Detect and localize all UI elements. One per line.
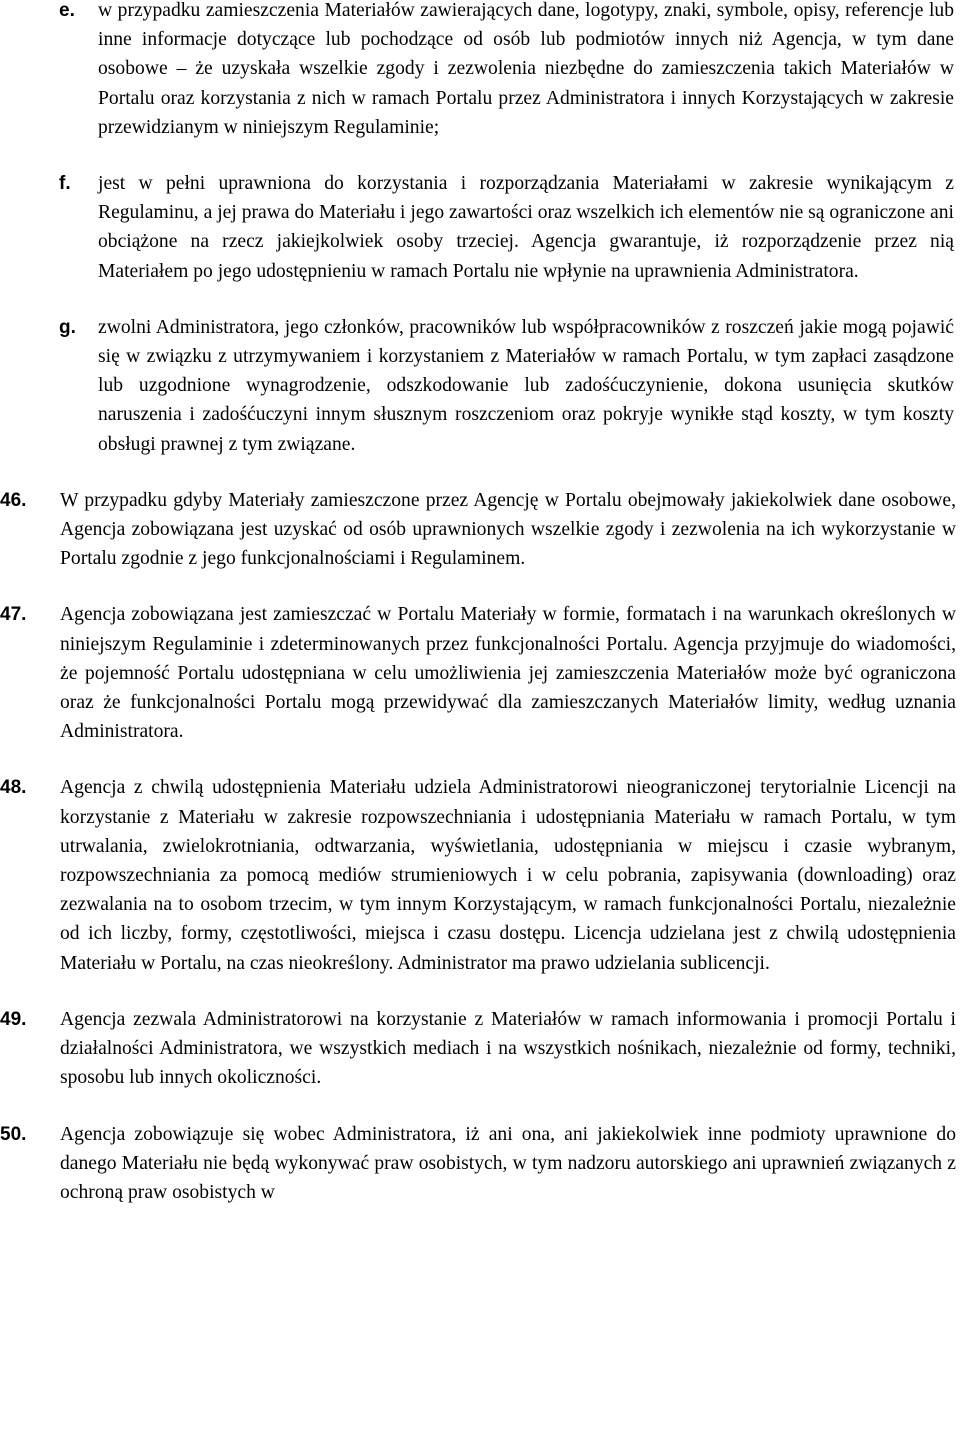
section-text: Agencja zobowiązuje się wobec Administratora, iż ani ona, ani jakiekolwiek inne podmioty uprawnione do danego Materiału nie będą wykonywać praw osobistych, w tym nadzoru autorskiego ani uprawnień związanych z ochroną praw osobistych w (60, 1123, 956, 1203)
section-text: Agencja zobowiązana jest zamieszczać w Portalu Materiały w formie, formatach i na warunkach określonych w niniejszym Regulaminie i zdeterminowanych przez funkcjonalności Portalu. Agencja przyjmuje do wiadomości, że pojemność Portalu udostępniana w celu umożliwienia jej zamieszczenia Materiałów może być ograniczona oraz że funkcjonalności Portalu mogą przewidywać dla zamieszczanych Materiałów limity, według uznania Administratora. (60, 604, 956, 743)
list-item-e (0, 0, 960, 142)
paragraph-spacer (0, 746, 960, 773)
paragraph-spacer (0, 978, 960, 1005)
section-text: Agencja z chwilą udostępnienia Materiału udziela Administratorowi nieograniczonej terytorialnie Licencji na korzystanie z Materiału w zakresie rozpowszechniania i udostępniania Materiału w ramach Portalu, w tym utrwalania, zwielokrotniania, odtwarzania, wyświetlania, udostępniania w miejscu i czasie wybranym, rozpowszechniania za pomocą mediów strumieniowych i w celu pobrania, zapisywania (downloading) oraz zezwalania na to osobom trzecim, w tym innym Korzystającym, w ramach funkcjonalności Portalu, niezależnie od ich liczby, formy, częstotliwości, miejsca i czasu dostępu. Licencja udzielana jest z chwilą udostępnienia Materiału w Portalu, na czas nieokreślony. Administrator ma prawo udzielania sublicencji. (60, 777, 956, 974)
list-item-f (0, 169, 960, 286)
section-number: 48. (0, 777, 27, 799)
section-46 (0, 486, 960, 574)
paragraph-spacer (0, 573, 960, 600)
section-text: Agencja zezwala Administratorowi na korzystanie z Materiałów w ramach informowania i promocji Portalu i działalności Administratora, we wszystkich mediach i na wszystkich nośnikach, niezależnie od formy, techniki, sposobu lub innych okoliczności. (60, 1008, 956, 1089)
paragraph-spacer (0, 286, 960, 313)
paragraph-spacer (0, 1093, 960, 1120)
list-item-g (0, 313, 960, 459)
list-item-text: w przypadku zamieszczenia Materiałów zawierających dane, logotypy, znaki, symbole, opisy, referencje lub inne informacje dotyczące lub pochodzące od osób lub podmiotów innych niż Agencja, w tym dane osobowe – że uzyskała wszelkie zgody i zezwolenia niezbędne do zamieszczenia takich Materiałów w Portalu oraz korzystania z nich w ramach Portalu przez Administratora i innych Korzystających w zakresie przewidzianym w niniejszym Regulaminie; (98, 0, 954, 138)
section-50 (0, 1120, 960, 1208)
section-47 (0, 600, 960, 746)
paragraph-spacer (0, 459, 960, 486)
list-marker: e. (59, 0, 75, 21)
list-item-text: jest w pełni uprawniona do korzystania i rozporządzania Materiałami w zakresie wynikającym z Regulaminu, a jej prawa do Materiału i jego zawartości oraz wszelkich ich elementów nie są ograniczone ani obciążone na rzecz jakiejkolwiek osoby trzeciej. Agencja gwarantuje, iż rozporządzenie przez nią Materiałem po jego udostępnieniu w ramach Portalu nie wpłynie na uprawnienia Administratora. (98, 173, 954, 282)
list-marker: g. (59, 316, 76, 338)
section-number: 47. (0, 604, 27, 626)
section-number: 50. (0, 1123, 27, 1145)
section-48 (0, 773, 960, 977)
list-marker: f. (59, 173, 71, 195)
list-item-text: zwolni Administratora, jego członków, pracowników lub współpracowników z roszczeń jakie mogą pojawić się w związku z utrzymywaniem i korzystaniem z Materiałów w ramach Portalu, w tym zapłaci zasądzone lub uzgodnione wynagrodzenie, odszkodowanie lub zadośćuczynienie, dokona usunięcia skutków naruszenia i zadośćuczyni innym słusznym roszczeniom oraz pokryje wynikłe stąd koszty, w tym koszty obsługi prawnej z tym związane. (98, 316, 954, 455)
section-number: 49. (0, 1008, 27, 1030)
section-number: 46. (0, 489, 27, 511)
paragraph-spacer (0, 142, 960, 169)
section-text: W przypadku gdyby Materiały zamieszczone przez Agencję w Portalu obejmowały jakiekolwiek dane osobowe, Agencja zobowiązana jest uzyskać od osób uprawnionych wszelkie zgody i zezwolenia na ich wykorzystanie w Portalu zgodnie z jego funkcjonalnościami i Regulaminem. (60, 489, 956, 570)
section-49 (0, 1005, 960, 1093)
